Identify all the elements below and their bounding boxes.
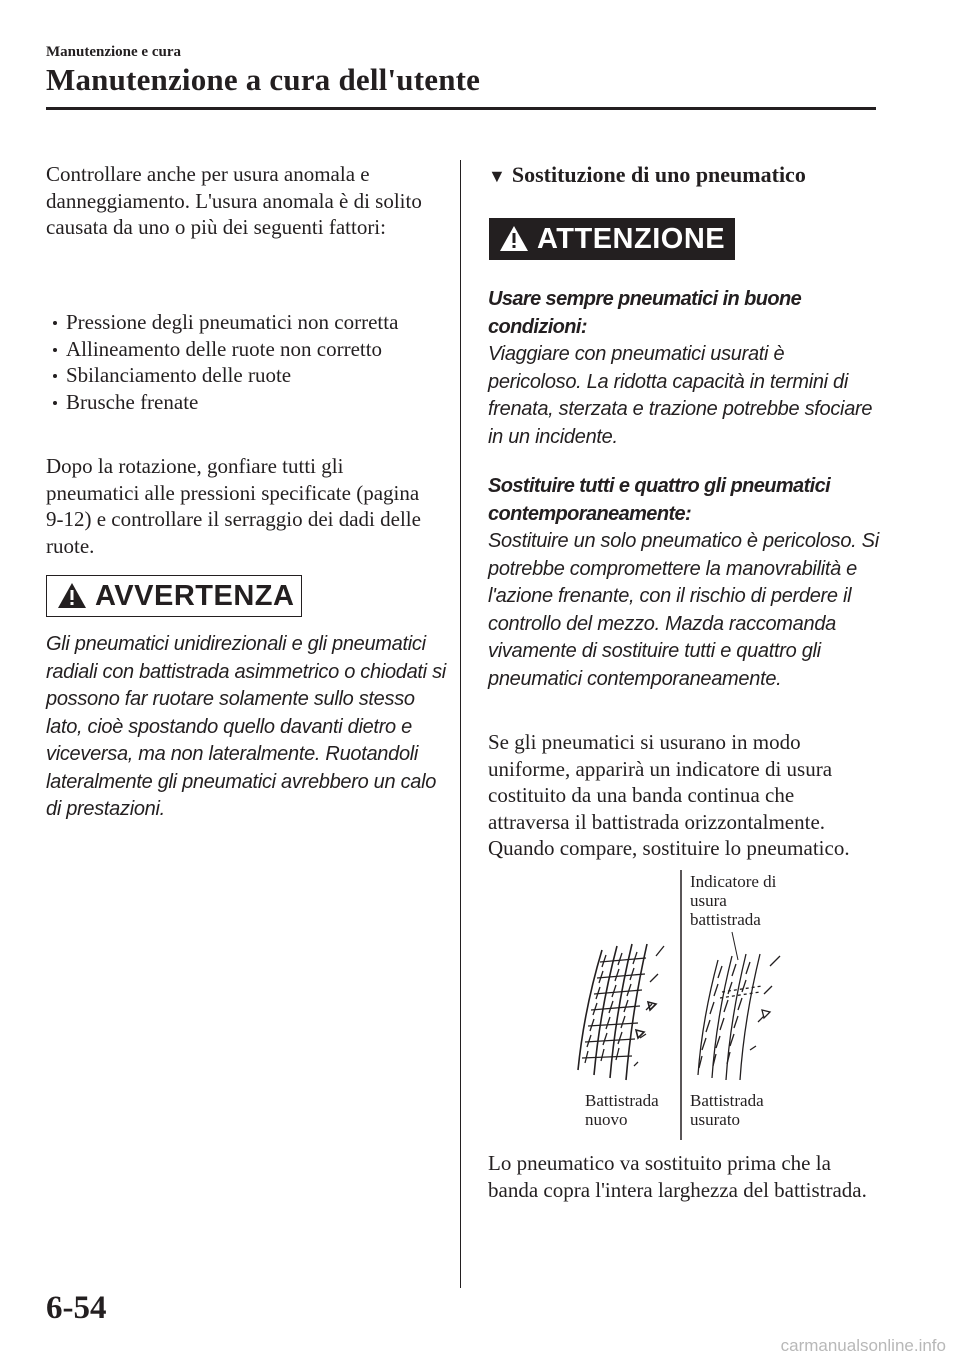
cause-list (46, 309, 398, 415)
bullet-dot-icon (53, 321, 57, 325)
bullet-dot-icon (53, 401, 57, 405)
wear-paragraph: Se gli pneumatici si usurano in modo uniforme, apparirà un indicatore di usura costituito da una banda continua che attraversa il battistrada orizzontalmente. Quando compare, sostituire lo pneumatico. (488, 730, 850, 861)
caution-badge (489, 218, 735, 260)
caution-triangle-icon (499, 224, 529, 254)
warning-badge (46, 575, 302, 617)
caution-1-heading: Usare sempre pneumatici in buone condizioni: (488, 288, 802, 338)
caution-label: ATTENZIONE (537, 222, 726, 255)
caution-2-heading: Sostituire tutti e quattro gli pneumatici contemporaneamente: (488, 475, 831, 525)
list-item: Brusche frenate (46, 389, 398, 416)
closing-paragraph: Lo pneumatico va sostituito prima che la banda copra l'intera larghezza del battistrada. (488, 1151, 867, 1202)
figure-label-indicator: Indicatore di usura battistrada (690, 872, 777, 929)
bullet-dot-icon (53, 348, 57, 352)
tread-wear-figure (570, 870, 800, 1145)
watermark: carmanualsonline.info (780, 1336, 946, 1355)
new-tread-icon (578, 944, 664, 1080)
rotation-paragraph: Dopo la rotazione, gonfiare tutti gli pneumatici alle pressioni specificate (pagina 9-12) e controllare il serraggio dei dadi delle ruote. (46, 454, 421, 558)
header-rule (46, 107, 876, 110)
figure-label-new: Battistrada nuovo (585, 1091, 659, 1129)
list-item: Allineamento delle ruote non corretto (46, 336, 398, 363)
intro-paragraph: Controllare anche per usura anomala e danneggiamento. L'usura anomala è di solito causata da uno o più dei seguenti fattori: (46, 162, 422, 240)
section-label: Manutenzione e cura (46, 44, 181, 60)
page-number: 6-54 (46, 1290, 107, 1326)
bullet-dot-icon (53, 374, 57, 378)
figure-label-worn: Battistrada usurato (690, 1091, 764, 1129)
warning-label: AVVERTENZA (95, 579, 295, 612)
warning-text: Gli pneumatici unidirezionali e gli pneumatici radiali con battistrada asimmetrico o chiodati si possono far ruotare solamente sullo stesso lato, cioè spostando quello davanti dietro e viceversa, ma non lateralmente. Ruotandoli lateralmente gli pneumatici avrebbero un calo di prestazioni. (46, 633, 446, 820)
column-divider (460, 160, 461, 1288)
page-title: Manutenzione a cura dell'utente (46, 62, 481, 97)
caution-2-text: Sostituire un solo pneumatico è pericoloso. Si potrebbe compromettere la manovrabilità e l'azione frenante, con il rischio di perdere il controllo del mezzo. Mazda raccomanda vivamente di sostituire tutti e quattro gli pneumatici contemporaneamente. (488, 530, 879, 690)
warning-triangle-icon (57, 581, 87, 611)
section-arrow-icon: ▼ (488, 166, 506, 186)
caution-block-1 (488, 286, 880, 451)
caution-1-text: Viaggiare con pneumatici usurati è pericoloso. La ridotta capacità in termini di frenata, sterzata e trazione potrebbe sfociare in un incidente. (488, 343, 873, 448)
subheading: ▼ Sostituzione di uno pneumatico (488, 162, 806, 187)
list-item: Sbilanciamento delle ruote (46, 362, 398, 389)
worn-tread-icon (698, 954, 780, 1080)
list-item: Pressione degli pneumatici non corretta (46, 309, 398, 336)
caution-block-2 (488, 473, 880, 693)
